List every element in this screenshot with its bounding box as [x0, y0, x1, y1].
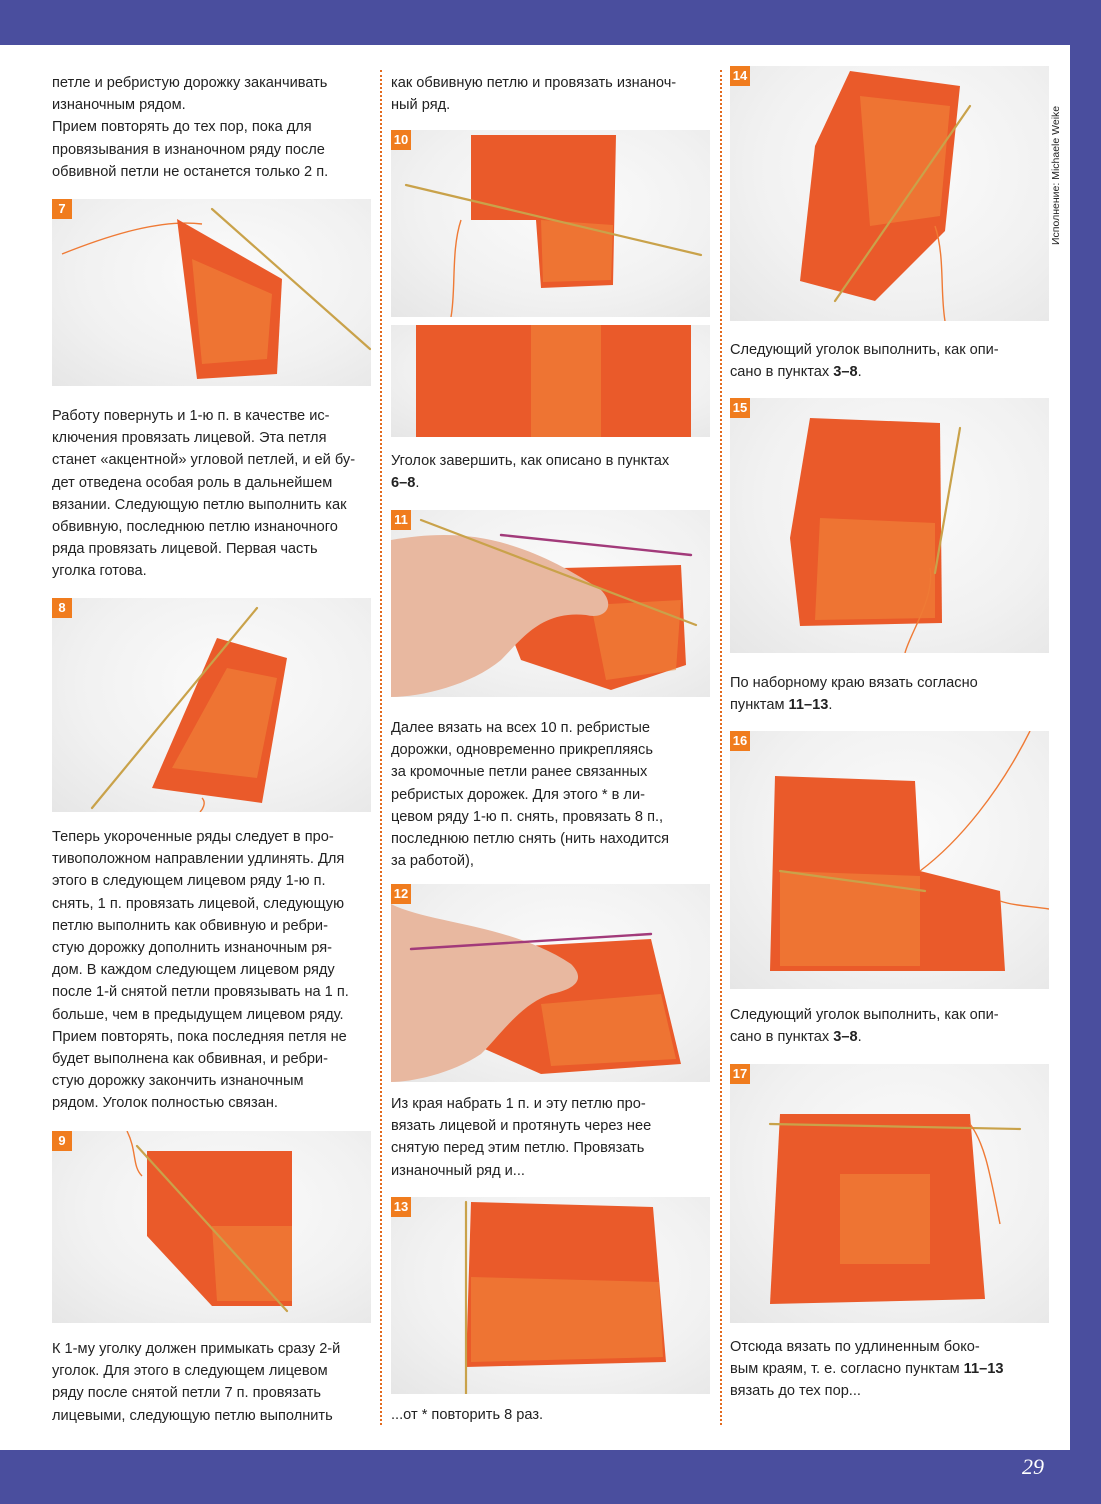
col3-after16-text-a: Следующий уголок выполнить, как опи- сано в пунктах [730, 1007, 999, 1046]
col3-after14-ref: 3–8 [833, 364, 858, 381]
col2-after10-text-a: Уголок завершить, как описано в пунктах [391, 453, 670, 469]
step-7-photo [52, 199, 371, 386]
step-16-number: 16 [730, 731, 750, 751]
step-10-detail-illustration [391, 325, 710, 437]
col3-after15-text-a: По наборному краю вязать согласно пунктам [730, 675, 978, 714]
step-16-illustration [730, 731, 1049, 989]
column-divider-2 [720, 70, 722, 1425]
col3-after17-ref: 11–13 [963, 1361, 1004, 1378]
col2-after10-text: Уголок завершить, как описано в пунктах 6–8. [391, 453, 670, 492]
step-10-photo [391, 130, 710, 317]
step-15-number: 15 [730, 398, 750, 418]
step-8-photo [52, 598, 371, 812]
step-17-number: 17 [730, 1064, 750, 1084]
col3-after17-text-c: вязать до тех пор... [730, 1383, 861, 1400]
step-17-illustration [730, 1064, 1049, 1323]
step-10-detail-photo [391, 325, 710, 437]
step-11-illustration [391, 510, 710, 697]
step-14-illustration [730, 66, 1049, 321]
step-13-photo [391, 1197, 710, 1394]
step-7-number: 7 [52, 199, 72, 219]
step-14-number: 14 [730, 66, 750, 86]
step-17-photo [730, 1064, 1049, 1323]
step-9-illustration [52, 1131, 371, 1323]
col1-intro-text: петле и ребристую дорожку заканчивать изнаночным рядом. Прием повторять до тех пор, пока для провязывания в изнаночном ряду после обвивной петли не останется только 2 п. [52, 75, 329, 180]
col3-after17-text [730, 1336, 1060, 1403]
page-number: 29 [1022, 1454, 1044, 1479]
step-8-number: 8 [52, 598, 72, 618]
step-11-photo [391, 510, 710, 697]
step-11-number: 11 [391, 510, 411, 530]
photo-credit: Исполнение: Michaele Weike [1050, 105, 1062, 245]
step-8-illustration [52, 598, 371, 812]
col2-intro-text: как обвивную петлю и провязать изнаноч- ный ряд. [391, 75, 677, 114]
col3-after15-ref: 11–13 [788, 697, 829, 714]
column-divider-1 [380, 70, 382, 1425]
col2-after12-text: Из края набрать 1 п. и эту петлю про- вязать лицевой и протянуть через нее снятую перед этим петлю. Провязать изнаночный ряд и... [391, 1096, 652, 1179]
col2-after10-ref: 6–8 [391, 475, 416, 492]
col1-after7-text: Работу повернуть и 1-ю п. в качестве ис- ключения провязать лицевой. Эта петля станет «акцентной» угловой петлей, и ей бу- дет отведена особая роль в дальнейшем вязании. Следующую петлю выполнить как обвивную, последнюю петлю изнаночного ряда провязать лицевой. Первая часть уголка готова. [52, 408, 356, 580]
step-12-photo [391, 884, 710, 1082]
col3-after17-text-a: Отсюда вязать по удлиненным боко- вым краям, т. е. согласно пунктам [730, 1339, 980, 1378]
col3-after16-text: Следующий уголок выполнить, как опи- сано в пунктах 3–8. [730, 1007, 999, 1046]
step-15-illustration [730, 398, 1049, 653]
col2-after11-text: Далее вязать на всех 10 п. ребристые дорожки, одновременно прикрепляясь за кромочные петли ранее связанных ребристых дорожек. Для этого * в ли- цевом ряду 1-ю п. снять, провязать 8 п., последнюю петлю снять (нить находится за работой), [391, 720, 670, 870]
step-12-illustration [391, 884, 710, 1082]
step-13-illustration [391, 1197, 710, 1394]
col1-after8-text: Теперь укороченные ряды следует в про- тивоположном направлении удлинять. Для этого в следующем лицевом ряду 1-ю п. снять, 1 п. провязать лицевой, следующую петлю выполнить как обвивную и ребри- стую дорожку дополнить изнаночным ря- дом. В каждом следующем лицевом ряду после 1-й снятой петли провязывать на 1 п. больше, чем в предыдущем лицевом ряду. Прием повторять, пока последняя петля не будет выполнена как обвивная, и ребри- стую дорожку закончить изнаночным рядом. Уголок полностью связан. [52, 829, 349, 1112]
col3-after15-text: По наборному краю вязать согласно пунктам 11–13. [730, 675, 978, 714]
col3-after14-text: Следующий уголок выполнить, как опи- сано в пунктах 3–8. [730, 342, 999, 381]
col2-after13-text: ...от * повторить 8 раз. [391, 1407, 544, 1423]
step-15-photo [730, 398, 1049, 653]
step-12-number: 12 [391, 884, 411, 904]
col3-after16-ref: 3–8 [833, 1029, 858, 1046]
step-10-number: 10 [391, 130, 411, 150]
step-13-number: 13 [391, 1197, 411, 1217]
col1-after9-text: К 1-му уголку должен примыкать сразу 2-й уголок. Для этого в следующем лицевом ряду после снятой петли 7 п. провязать лицевыми, следующую петлю выполнить [52, 1341, 341, 1424]
col3-after14-text-a: Следующий уголок выполнить, как опи- сано в пунктах [730, 342, 999, 381]
step-16-photo [730, 731, 1049, 989]
step-10-illustration [391, 130, 710, 317]
step-9-photo [52, 1131, 371, 1323]
step-7-illustration [52, 199, 371, 386]
step-14-photo [730, 66, 1049, 321]
step-9-number: 9 [52, 1131, 72, 1151]
